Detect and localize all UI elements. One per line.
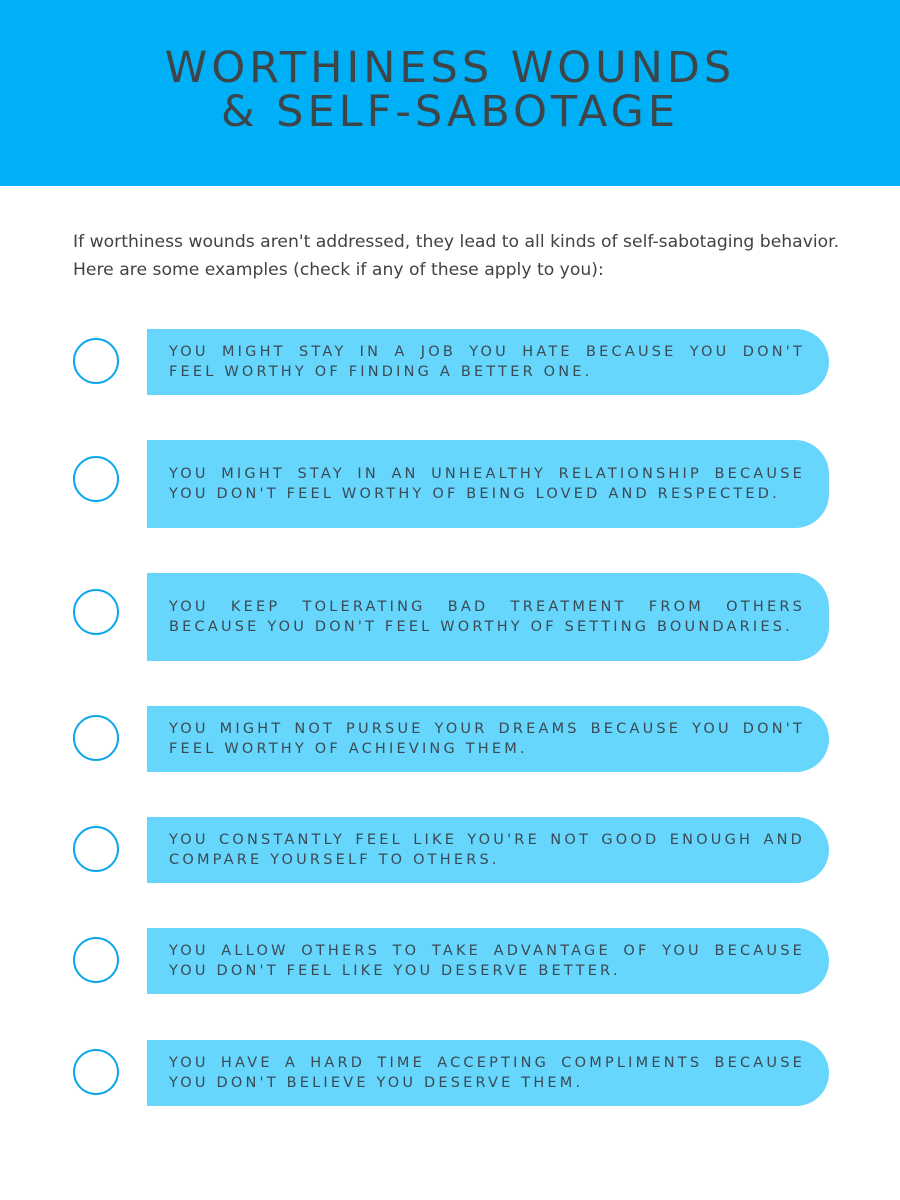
header-banner xyxy=(0,0,900,186)
statement-text: YOU KEEP TOLERATING BAD TREATMENT FROM OTHERS BECAUSE YOU DON'T FEEL WORTHY OF SETTING BOUNDARIES. xyxy=(169,598,805,635)
title-line-1: WORTHINESS WOUNDS xyxy=(164,43,736,93)
statement-pill xyxy=(147,573,829,661)
checkbox[interactable] xyxy=(73,937,119,983)
checkbox[interactable] xyxy=(73,589,119,635)
statement-pill xyxy=(147,706,829,772)
checkbox[interactable] xyxy=(73,826,119,872)
statement-pill xyxy=(147,440,829,528)
checkbox[interactable] xyxy=(73,1049,119,1095)
checkbox[interactable] xyxy=(73,456,119,502)
statement-text: YOU MIGHT NOT PURSUE YOUR DREAMS BECAUSE YOU DON'T FEEL WORTHY OF ACHIEVING THEM. xyxy=(169,720,805,757)
statement-text: YOU HAVE A HARD TIME ACCEPTING COMPLIMENTS BECAUSE YOU DON'T BELIEVE YOU DESERVE THEM. xyxy=(169,1054,805,1091)
checkbox[interactable] xyxy=(73,715,119,761)
statement-text: YOU ALLOW OTHERS TO TAKE ADVANTAGE OF YOU BECAUSE YOU DON'T FEEL LIKE YOU DESERVE BETTER. xyxy=(169,942,805,979)
title-line-2: & SELF-SABOTAGE xyxy=(220,87,680,137)
statement-text: YOU CONSTANTLY FEEL LIKE YOU'RE NOT GOOD ENOUGH AND COMPARE YOURSELF TO OTHERS. xyxy=(169,831,805,868)
statement-pill xyxy=(147,329,829,395)
statement-pill xyxy=(147,1040,829,1106)
statement-text: YOU MIGHT STAY IN AN UNHEALTHY RELATIONSHIP BECAUSE YOU DON'T FEEL WORTHY OF BEING LOVED AND RESPECTED. xyxy=(169,465,805,502)
statement-pill xyxy=(147,928,829,994)
statement-pill xyxy=(147,817,829,883)
statement-text: YOU MIGHT STAY IN A JOB YOU HATE BECAUSE YOU DON'T FEEL WORTHY OF FINDING A BETTER ONE. xyxy=(169,343,805,380)
checkbox[interactable] xyxy=(73,338,119,384)
intro-text: If worthiness wounds aren't addressed, they lead to all kinds of self-sabotaging behavior. Here are some examples (check if any of these apply to you): xyxy=(73,232,840,280)
page-title xyxy=(0,43,900,137)
